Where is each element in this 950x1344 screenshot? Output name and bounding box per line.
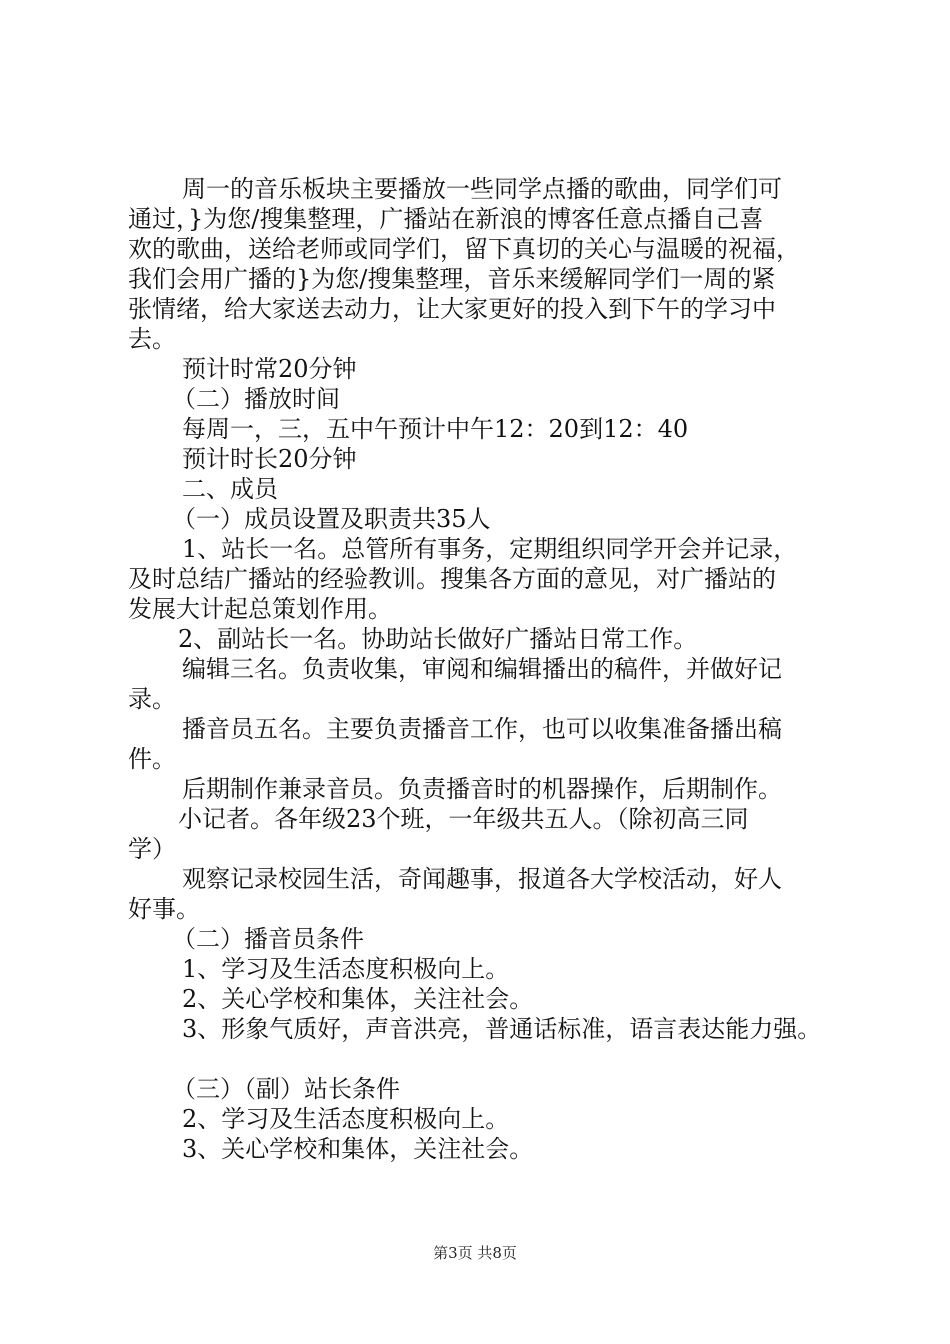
section-heading: （三）（副）站长条件 [172,1075,400,1103]
paragraph-line: 1、站长一名。总管所有事务，定期组织同学开会并记录， [182,535,798,563]
section-heading: （二）播放时间 [172,385,340,413]
list-item: 3、关心学校和集体，关注社会。 [182,1135,534,1163]
list-item: 3、形象气质好，声音洪亮，普通话标准，语言表达能力强。 [182,1015,822,1043]
blank-line [128,1044,848,1074]
paragraph-line: 通过，}为您/搜集整理，广播站在新浪的博客任意点播自己喜 [128,205,764,233]
paragraph-line: 录。 [128,685,176,713]
paragraph-line: 好事。 [128,895,200,923]
paragraph-line: 2、副站长一名。协助站长做好广播站日常工作。 [178,625,698,653]
section-heading: （二）播音员条件 [172,925,364,953]
page-footer: 第3页 共8页 [433,1244,517,1262]
paragraph-line: 观察记录校园生活，奇闻趣事，报道各大学校活动，好人 [182,865,782,893]
paragraph-line: 编辑三名。负责收集，审阅和编辑播出的稿件，并做好记 [182,655,782,683]
list-item: 2、学习及生活态度积极向上。 [182,1105,510,1133]
paragraph-line: 及时总结广播站的经验教训。搜集各方面的意见，对广播站的 [128,565,776,593]
paragraph-line: 小记者。各年级23个班，一年级共五人。（除初高三同 [178,805,749,833]
section-heading: （一）成员设置及职责共35人 [172,505,491,533]
paragraph-line: 张情绪，给大家送去动力，让大家更好的投入到下午的学习中 [128,295,776,323]
paragraph-line: 预计时长20分钟 [182,445,357,473]
document-body [128,174,848,1164]
paragraph-line: 每周一，三，五中午预计中午12：20到12：40 [182,415,689,443]
paragraph-line: 学） [128,835,176,863]
paragraph-line: 周一的音乐板块主要播放一些同学点播的歌曲，同学们可 [182,175,782,203]
paragraph-line: 件。 [128,745,176,773]
section-heading: 二、成员 [182,475,278,503]
paragraph-line: 欢的歌曲，送给老师或同学们，留下真切的关心与温暖的祝福， [128,235,800,263]
paragraph-line: 发展大计起总策划作用。 [128,595,392,623]
paragraph-line: 后期制作兼录音员。负责播音时的机器操作，后期制作。 [182,775,782,803]
list-item: 1、学习及生活态度积极向上。 [182,955,510,983]
paragraph-line: 我们会用广播的}为您/搜集整理，音乐来缓解同学们一周的紧 [128,265,776,293]
paragraph-line: 播音员五名。主要负责播音工作，也可以收集准备播出稿 [182,715,782,743]
paragraph-line: 去。 [128,325,176,353]
paragraph-line: 预计时常20分钟 [182,355,357,383]
list-item: 2、关心学校和集体，关注社会。 [182,985,534,1013]
